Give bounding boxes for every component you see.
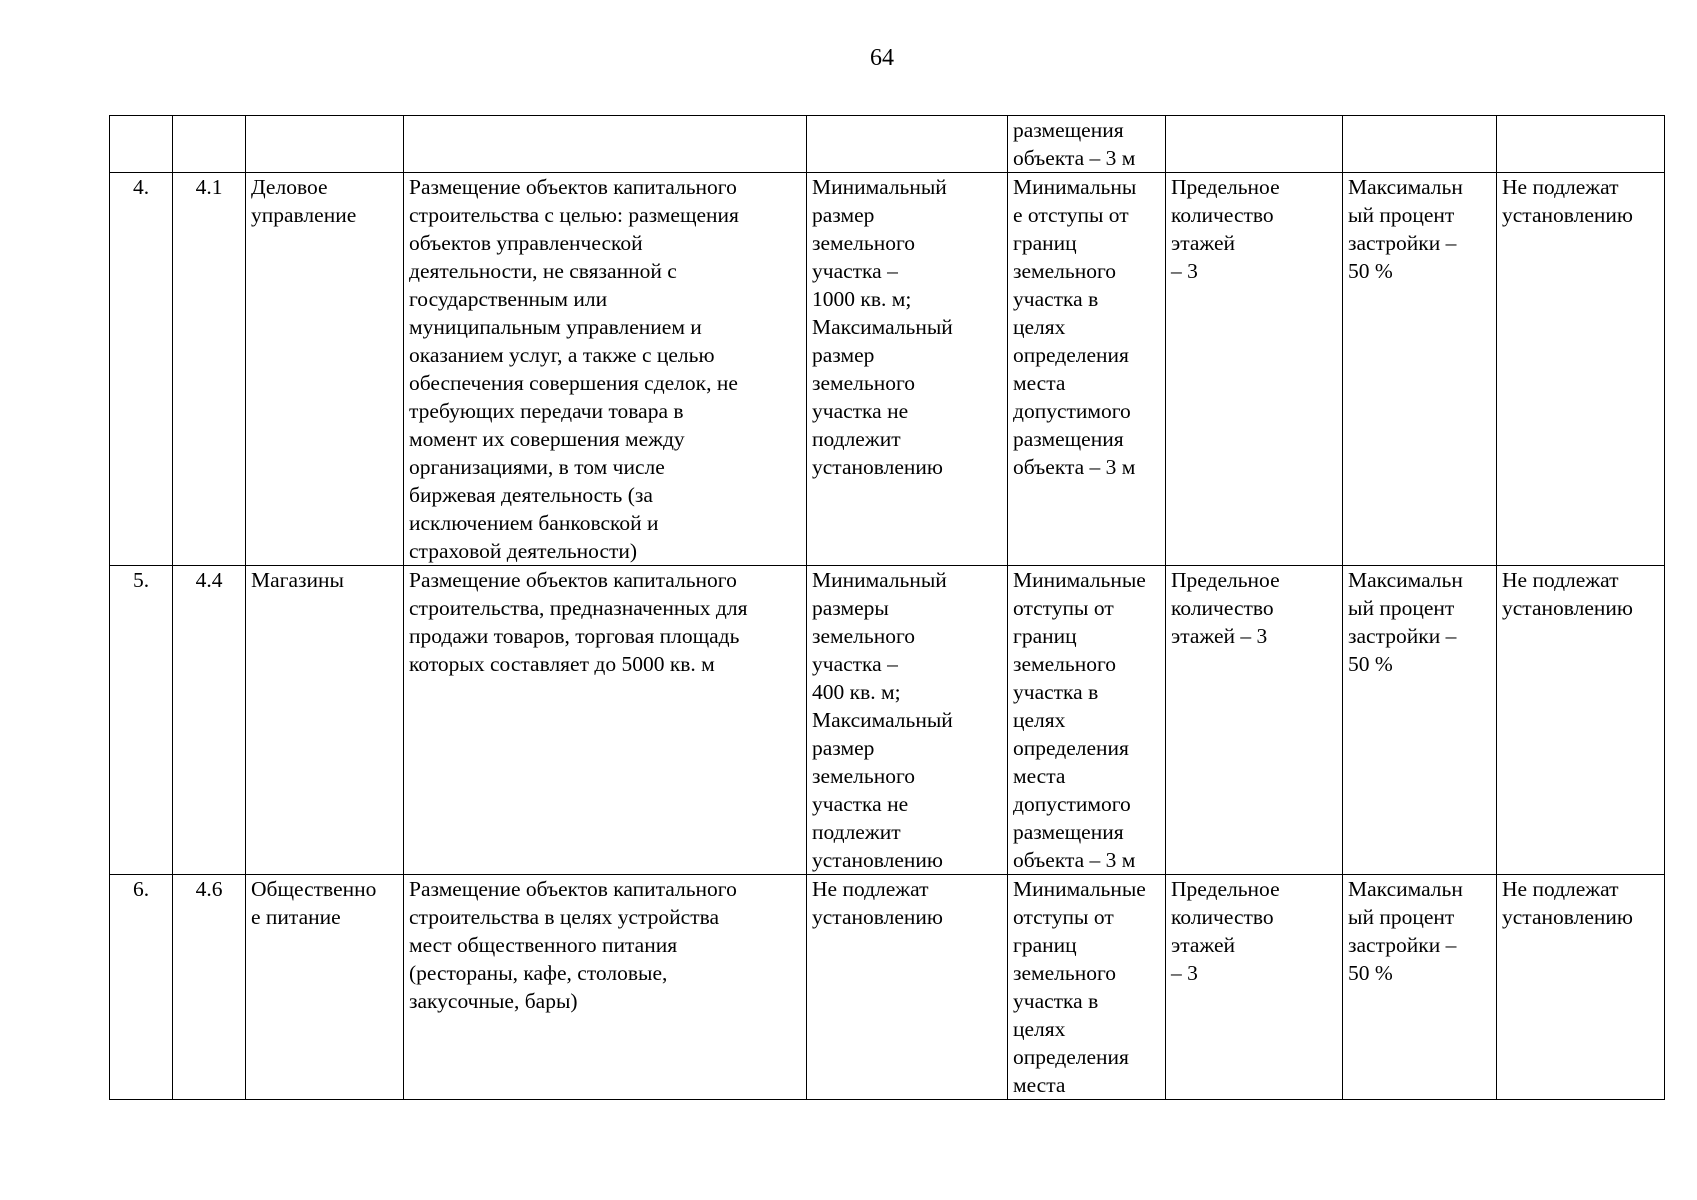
- use-description-cell: Размещение объектов капитального строительства с целью: размещения объектов управленческой деятельности, не связанной с государственным или муниципальным управлением и оказанием услуг, а также с целью обеспечения совершения сделок, не требующих передачи товара в момент их совершения между организациями, в том числе биржевая деятельность (за исключением банковской и страховой деятельности): [404, 173, 807, 566]
- other-params-cell: Не подлежат установлению: [1497, 875, 1665, 1100]
- setbacks-cell: Минимальны е отступы от границ земельного участка в целях определения места допустимого размещения объекта – 3 м: [1008, 173, 1166, 566]
- coverage-cell: Максимальн ый процент застройки – 50 %: [1343, 173, 1497, 566]
- floors-cell: [1166, 116, 1343, 173]
- other-params-cell: Не подлежат установлению: [1497, 173, 1665, 566]
- table-row: [110, 566, 1665, 875]
- use-name-cell: Магазины: [246, 566, 404, 875]
- page-number: 64: [870, 45, 894, 71]
- table-row: [110, 173, 1665, 566]
- use-description-cell: Размещение объектов капитального строительства, предназначенных для продажи товаров, торговая площадь которых составляет до 5000 кв. м: [404, 566, 807, 875]
- setbacks-cell: размещения объекта – 3 м: [1008, 116, 1166, 173]
- coverage-cell: [1343, 116, 1497, 173]
- other-params-cell: Не подлежат установлению: [1497, 566, 1665, 875]
- coverage-cell: Максимальн ый процент застройки – 50 %: [1343, 566, 1497, 875]
- use-code-cell: 4.1: [173, 173, 246, 566]
- use-name-cell: Общественно е питание: [246, 875, 404, 1100]
- plot-size-cell: [807, 116, 1008, 173]
- use-code-cell: 4.6: [173, 875, 246, 1100]
- plot-size-cell: Не подлежат установлению: [807, 875, 1008, 1100]
- plot-size-cell: Минимальный размеры земельного участка – 400 кв. м; Максимальный размер земельного участка не подлежит установлению: [807, 566, 1008, 875]
- floors-cell: Предельное количество этажей – 3: [1166, 875, 1343, 1100]
- floors-cell: Предельное количество этажей – 3: [1166, 566, 1343, 875]
- table-row: [110, 875, 1665, 1100]
- coverage-cell: Максимальн ый процент застройки – 50 %: [1343, 875, 1497, 1100]
- plot-size-cell: Минимальный размер земельного участка – 1000 кв. м; Максимальный размер земельного участка не подлежит установлению: [807, 173, 1008, 566]
- floors-cell: Предельное количество этажей – 3: [1166, 173, 1343, 566]
- row-number-cell: 5.: [110, 566, 173, 875]
- setbacks-cell: Минимальные отступы от границ земельного участка в целях определения места допустимого размещения объекта – 3 м: [1008, 566, 1166, 875]
- row-number-cell: 6.: [110, 875, 173, 1100]
- setbacks-cell: Минимальные отступы от границ земельного участка в целях определения места: [1008, 875, 1166, 1100]
- use-name-cell: Деловое управление: [246, 173, 404, 566]
- use-description-cell: Размещение объектов капитального строительства в целях устройства мест общественного питания (рестораны, кафе, столовые, закусочные, бары): [404, 875, 807, 1100]
- use-code-cell: [173, 116, 246, 173]
- use-description-cell: [404, 116, 807, 173]
- use-name-cell: [246, 116, 404, 173]
- row-number-cell: [110, 116, 173, 173]
- other-params-cell: [1497, 116, 1665, 173]
- land-use-table: [109, 115, 1665, 1100]
- table-row: [110, 116, 1665, 173]
- use-code-cell: 4.4: [173, 566, 246, 875]
- row-number-cell: 4.: [110, 173, 173, 566]
